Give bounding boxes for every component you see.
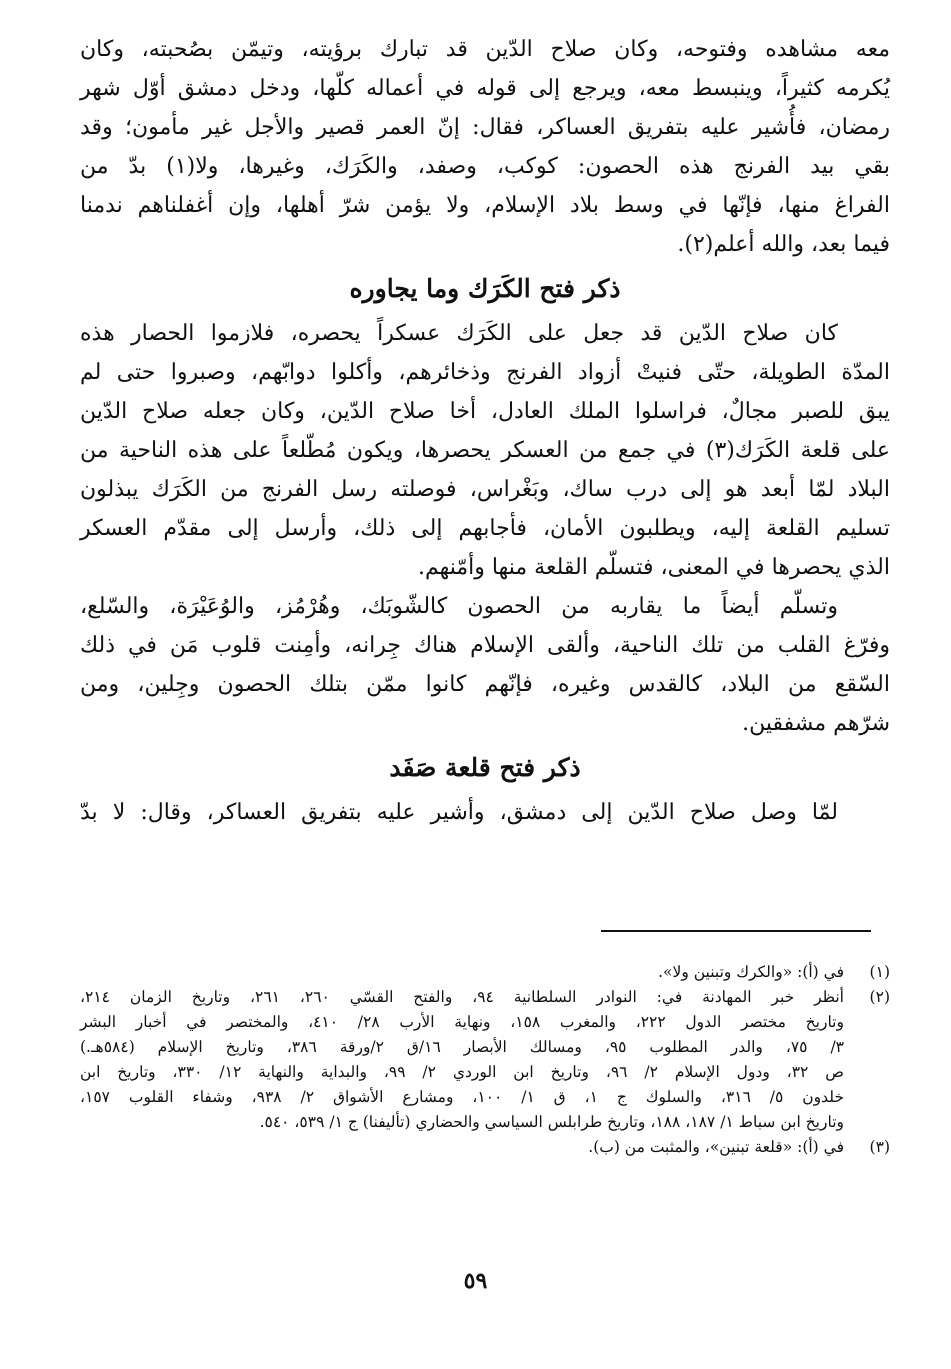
- section-safad-paragraph-1: [80, 793, 890, 832]
- footnotes: [80, 960, 890, 1160]
- text-line: على قلعة الكَرَك(٣) في جمع من العسكر يحصرها، ويكون مُطّلعاً على هذه الناحية من: [80, 438, 890, 463]
- section-karak-paragraph-2: [80, 587, 890, 743]
- footnote-3: [80, 1135, 890, 1160]
- footnote-number: (٢): [869, 988, 890, 1006]
- text-line: شرّهم مشفقين.: [742, 711, 890, 736]
- footnote-number: (١): [869, 963, 890, 981]
- top-paragraph: [80, 30, 890, 264]
- footnote-line: ص ٣٢، ودول الإسلام ٢/ ٩٦، وتاريخ ابن الوردي ٢/ ٩٩، والبداية والنهاية ١٢/ ٣٣٠، وتاريخ ابن: [80, 1063, 844, 1081]
- text-line: رمضان، فأُشير عليه بتفريق العساكر، فقال: إنّ العمر قصير والأجل غير مأمون؛ وقد: [80, 115, 890, 140]
- text-line: البلاد لمّا أبعد هو إلى درب ساك، وبَغْراس، فوصلته رسل الفرنج من الكَرَك يبذلون: [80, 477, 890, 502]
- footnote-line: في (أ): «قلعة تبنين»، والمثبت من (ب).: [588, 1138, 844, 1156]
- text-line: المدّة الطويلة، حتّى فنيتْ أزواد الفرنج وذخائرهم، وأكلوا دوابّهم، وصبروا حتى لم: [80, 360, 890, 385]
- section-heading-karak: ذكر فتح الكَرَك وما يجاوره: [349, 274, 621, 303]
- text-line: السّقع من البلاد، كالقدس وغيره، فإنّهم كانوا ممّن بتلك الحصون وجِلين، ومن: [80, 672, 890, 697]
- text-line: وفرّغ القلب من تلك الناحية، وألقى الإسلام هناك جِرانه، وأمِنت قلوب مَن في ذلك: [80, 633, 891, 658]
- text-line: وتسلّم أيضاً ما يقاربه من الحصون كالشّوبَك، وهُرْمُز، والوُعَيْرَة، والسّلع،: [80, 594, 838, 619]
- text-line: الذي يحصرها في المعنى، فتسلّم القلعة منها وأمّنهم.: [417, 555, 890, 580]
- footnote-line: وتاريخ ابن سباط ١/ ١٨٧، ١٨٨، وتاريخ طرابلس السياسي والحضاري (تأليفنا) ج ١/ ٥٣٩، ٥٤٠.: [259, 1113, 844, 1131]
- footnote-line: خلدون ٥/ ٣١٦، والسلوك ج ١، ق ١/ ١٠٠، ومشارع الأشواق ٢/ ٩٣٨، وشفاء القلوب ١٥٧،: [80, 1088, 844, 1106]
- text-line: الفراغ منها، فإنّها في وسط بلاد الإسلام، ولا يؤمن شرّ أهلها، وإن أغفلناهم ندمنا: [80, 193, 890, 218]
- text-line: تسليم القلعة إليه، ويطلبون الأمان، فأجابهم إلى ذلك، وأرسل إلى مقدّم العسكر: [80, 516, 890, 541]
- text-line: لمّا وصل صلاح الدّين إلى دمشق، وأشير عليه بتفريق العساكر، وقال: لا بدّ: [80, 800, 838, 825]
- footnote-line: في (أ): «والكرك وتبنين ولا».: [658, 963, 844, 981]
- text-line: يبق للصبر مجالٌ، فراسلوا الملك العادل، أخا صلاح الدّين، وكان جعله صلاح الدّين: [80, 399, 890, 424]
- footnote-separator: [601, 930, 871, 932]
- footnote-number: (٣): [869, 1138, 890, 1156]
- section-karak-paragraph-1: [80, 314, 890, 587]
- text-line: بقي بيد الفرنج هذه الحصون: كوكب، وصفد، والكَرَك، وغيرها، ولا(١) بدّ من: [80, 154, 890, 179]
- footnote-1: [80, 960, 890, 985]
- footnote-2: [80, 985, 890, 1135]
- section-heading-safad: ذكر فتح قلعة صَفَد: [389, 753, 581, 782]
- page-body: [80, 30, 890, 832]
- text-line: فيما بعد، والله أعلم(٢).: [677, 232, 890, 257]
- text-line: يُكرمه كثيراً، وينبسط معه، ويرجع إلى قوله في أعماله كلّها، ودخل دمشق أوّل شهر: [80, 76, 890, 101]
- footnote-line: وتاريخ مختصر الدول ٢٢٢، والمغرب ١٥٨، ونهاية الأرب ٢٨/ ٤١٠، والمختصر في أخبار البشر: [80, 1013, 844, 1031]
- page-number: ٥٩: [463, 1268, 488, 1294]
- footnote-line: أنظر خبر المهادنة في: النوادر السلطانية ٩٤، والفتح القسّي ٢٦٠، ٢٦١، وتاريخ الزمان ٢١٤،: [80, 988, 844, 1006]
- text-line: كان صلاح الدّين قد جعل على الكَرَك عسكراً يحصره، فلازموا الحصار هذه: [80, 321, 838, 346]
- footnote-line: ٣/ ٧٥، والدر المطلوب ٩٥، ومسالك الأبصار ١٦/ق ٢/ورقة ٣٨٦، وتاريخ الإسلام (٥٨٤هـ.): [80, 1038, 844, 1056]
- text-line: معه مشاهده وفتوحه، وكان صلاح الدّين قد تبارك برؤيته، وتيمّن بصُحبته، وكان: [80, 37, 890, 62]
